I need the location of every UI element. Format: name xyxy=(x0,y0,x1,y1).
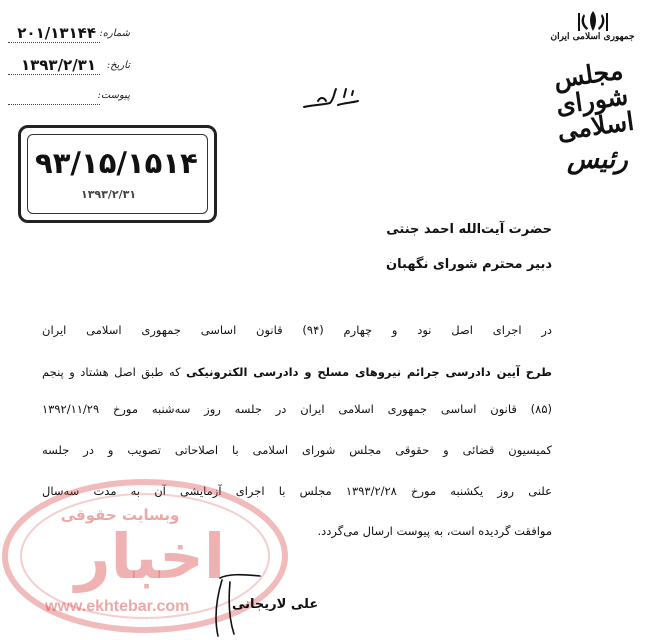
body-line-5: علنی روز یکشنبه مورخ ۱۳۹۳/۲/۲۸ مجلس با اجرای آزمایشی آن به مدت سه‌سال xyxy=(42,484,552,498)
signer-name: علی لاریجانی xyxy=(232,597,319,612)
dotted-line xyxy=(8,74,100,75)
addressee-title: دبیر محترم شورای نگهبان xyxy=(386,257,552,272)
letter-number-value: ۲۰۱/۱۳۱۴۴ xyxy=(17,24,96,42)
stamp-number: ۹۳/۱۵/۱۵۱۴ xyxy=(35,146,198,180)
letter-date-value: ۱۳۹۳/۲/۳۱ xyxy=(20,56,96,74)
body-line-4: کمیسیون قضائی و حقوقی مجلس شورای اسلامی با اصلاحاتی تصویب و در جلسه xyxy=(42,443,552,457)
body-line-2 xyxy=(42,365,552,379)
body-line-6: موافقت گردیده است، به پیوست ارسال می‌گردد. xyxy=(317,524,552,538)
registration-stamp xyxy=(18,125,217,223)
letter-attachment-label: پیوست: xyxy=(97,90,130,101)
letter-number-row xyxy=(8,24,130,46)
body-line-1: در اجرای اصل نود و چهارم (۹۴) قانون اساسی جمهوری اسلامی ایران xyxy=(42,323,553,337)
letter-date-label: تاریخ: xyxy=(106,60,130,71)
majlis-logo-text: مجلس شورای اسلامی xyxy=(551,55,636,146)
letter-number-label: شماره: xyxy=(99,28,130,39)
letter-attachment-row xyxy=(8,90,130,108)
addressee-name: حضرت آیت‌الله احمد جنتی xyxy=(386,222,552,237)
dotted-line xyxy=(8,104,100,105)
dotted-line xyxy=(8,42,100,43)
office-title: رئیس xyxy=(567,145,628,175)
body-line-2-rest: که طبق اصل هشتاد و پنجم xyxy=(42,365,181,379)
watermark-url: www.ekhtebar.com xyxy=(45,598,190,615)
stamp-date: ۱۳۹۳/۲/۳۱ xyxy=(81,188,137,201)
republic-caption: جمهوری اسلامی ایران xyxy=(550,32,635,42)
iran-emblem-icon xyxy=(575,10,611,32)
bill-title: طرح آیین دادرسی جرائم نیروهای مسلح و دادرسی الکترونیکی xyxy=(186,365,552,379)
body-line-3: (۸۵) قانون اساسی جمهوری اسلامی ایران در جلسه روز سه‌شنبه مورخ ۱۳۹۲/۱۱/۲۹ xyxy=(42,402,552,416)
letter-date-row xyxy=(8,56,130,78)
watermark-main-text: اخبار xyxy=(74,520,226,593)
watermark-top-text: وبسایت حقوقی xyxy=(60,506,180,524)
bismillah-calligraphy-icon xyxy=(300,83,364,115)
